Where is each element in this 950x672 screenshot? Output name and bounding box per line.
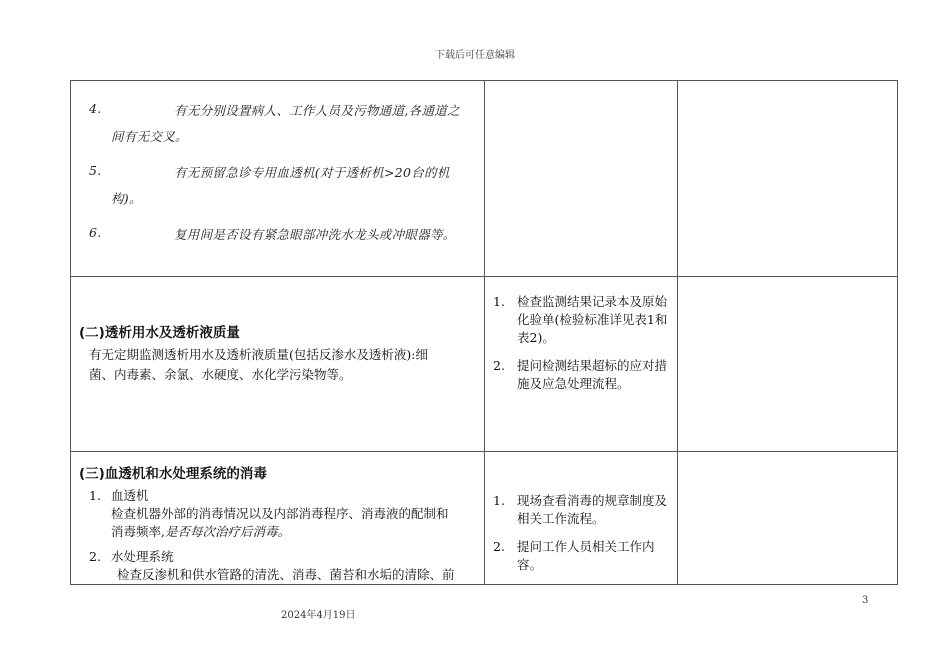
table-row [71,81,898,277]
subitem-number: 2. [89,549,101,564]
page-header: 下载后可任意编辑 [435,50,515,61]
method-cell [485,81,678,277]
subitem-text: 消毒频率,是否每次治疗后消毒。 [111,524,290,539]
item-text: 间有无交叉。 [111,129,188,144]
subitem-number: 1. [89,488,101,503]
table-row [71,277,898,452]
method-list [493,492,675,584]
subitem-label: 血透机 [111,488,149,503]
item-text: 构)。 [111,191,142,206]
method-list [493,293,675,403]
list-item: 1. 检查监测结果记录本及原始化验单(检验标准详见表1和表2)。 [493,294,668,345]
subitem-text: 检查反渗机和供水管路的清洗、消毒、菌苔和水垢的清除、前 [117,567,455,582]
item-number: 4. [89,101,102,116]
item-text: 复用间是否设有紧急眼部冲洗水龙头或冲眼器等。 [174,227,456,242]
page-number: 3 [862,595,869,606]
criteria-cell [71,277,485,452]
section-description: 菌、内毒素、余氯、水硬度、水化学污染物等。 [89,367,352,382]
table-row [71,452,898,585]
item-number: 5. [89,163,102,178]
item-text: 有无分别设置病人、工作人员及污物通道,各通道之 [174,103,460,118]
subitem-text: 检查机器外部的消毒情况以及内部消毒程序、消毒液的配制和 [111,506,449,521]
section-description: 有无定期监测透析用水及透析液质量(包括反渗水及透析液):细 [89,347,428,362]
item-number: 6. [89,225,102,240]
result-cell [678,452,898,585]
method-cell [485,452,678,585]
result-cell [678,81,898,277]
method-cell [485,277,678,452]
criteria-cell [71,81,485,277]
item-text: 有无预留急诊专用血透机(对于透析机>20台的机 [174,165,450,180]
inspection-table [70,80,898,585]
list-item: 2. 提问工作人员相关工作内容。 [493,539,655,572]
section-title: (二)透析用水及透析液质量 [79,325,240,341]
criteria-cell [71,452,485,585]
subitem-label: 水处理系统 [111,549,174,564]
section-title: (三)血透机和水处理系统的消毒 [79,466,267,482]
result-cell [678,277,898,452]
list-item: 1. 现场查看消毒的规章制度及相关工作流程。 [493,493,668,526]
list-item: 2. 提问检测结果超标的应对措施及应急处理流程。 [493,358,668,391]
footer-date: 2024年4月19日 [281,610,356,621]
